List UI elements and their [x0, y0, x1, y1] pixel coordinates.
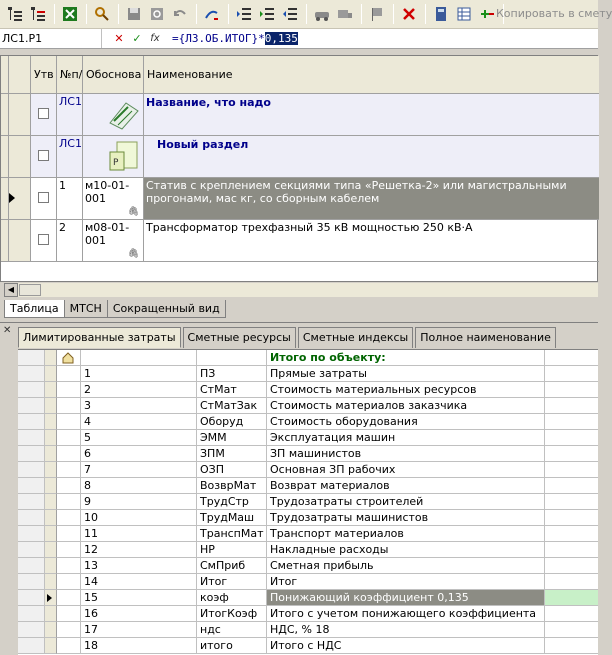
- code-cell[interactable]: ОЗП: [197, 462, 267, 478]
- close-panel-icon[interactable]: ✕: [3, 325, 12, 336]
- horizontal-scrollbar[interactable]: [4, 283, 598, 297]
- code-cell[interactable]: СтМат: [197, 382, 267, 398]
- table-row[interactable]: [18, 398, 598, 414]
- number-cell: ЛС1: [57, 136, 83, 177]
- row-gutter: [18, 494, 45, 510]
- number-cell[interactable]: 9: [81, 494, 197, 510]
- number-cell[interactable]: 11: [81, 526, 197, 542]
- row-indicator: [45, 382, 57, 398]
- grid-title: Итого по объекту:: [267, 350, 545, 366]
- blank-cell: [57, 366, 81, 382]
- number-cell[interactable]: 1: [81, 366, 197, 382]
- value-cell[interactable]: [545, 510, 598, 526]
- blank-cell: [57, 382, 81, 398]
- table-row[interactable]: [1, 220, 599, 262]
- table-row[interactable]: [18, 574, 598, 590]
- row-indicator: [9, 220, 31, 261]
- number-cell: [81, 350, 197, 366]
- scroll-thumb[interactable]: [19, 284, 41, 296]
- section-document-icon: [107, 140, 141, 174]
- row-indicator: [45, 638, 57, 654]
- row-indicator: [45, 430, 57, 446]
- cost-name-cell[interactable]: Стоимость оборудования: [267, 414, 545, 430]
- approved-cell: [31, 136, 57, 177]
- row-indicator: [45, 446, 57, 462]
- toolbar-separator: [393, 4, 394, 24]
- toolbar-separator: [306, 4, 307, 24]
- estimate-grid: [0, 55, 598, 282]
- value-cell[interactable]: [545, 462, 598, 478]
- number-cell[interactable]: 5: [81, 430, 197, 446]
- row-gutter: [18, 638, 45, 654]
- approve-checkbox[interactable]: [38, 108, 49, 119]
- code-cell[interactable]: ИтогКоэф: [197, 606, 267, 622]
- section-title[interactable]: Новый раздел: [157, 138, 249, 151]
- number-cell[interactable]: 3: [81, 398, 197, 414]
- table-row[interactable]: [18, 382, 598, 398]
- scroll-left-icon[interactable]: ◀: [4, 283, 18, 297]
- car-icon[interactable]: [311, 4, 332, 25]
- row-indicator: [45, 478, 57, 494]
- number-cell[interactable]: 2: [81, 382, 197, 398]
- approve-checkbox[interactable]: [38, 192, 49, 203]
- table-row[interactable]: [18, 430, 598, 446]
- code-cell[interactable]: ТранспМат: [197, 526, 267, 542]
- cost-name-cell[interactable]: Итого с учетом понижающего коэффициента: [267, 606, 545, 622]
- code-cell[interactable]: ТрудСтр: [197, 494, 267, 510]
- row-indicator: [45, 510, 57, 526]
- section-title[interactable]: Название, что надо: [146, 96, 271, 109]
- code-cell[interactable]: СтМатЗак: [197, 398, 267, 414]
- table-row[interactable]: [18, 414, 598, 430]
- truck-icon[interactable]: [334, 4, 355, 25]
- header-name[interactable]: Наименование: [147, 68, 233, 81]
- blank-cell: [57, 542, 81, 558]
- table-row[interactable]: [18, 446, 598, 462]
- excel-icon[interactable]: [59, 4, 80, 25]
- flag-icon[interactable]: [366, 4, 387, 25]
- refresh-icon[interactable]: [146, 4, 167, 25]
- cost-name-cell[interactable]: Стоимость материалов заказчика: [267, 398, 545, 414]
- number-cell[interactable]: 17: [81, 622, 197, 638]
- table-row[interactable]: [18, 590, 598, 606]
- attachment-icon[interactable]: 🖇: [127, 249, 139, 259]
- tab-table[interactable]: Таблица: [4, 300, 65, 318]
- cost-name-cell[interactable]: Основная ЗП рабочих: [267, 462, 545, 478]
- cost-name-cell[interactable]: Трудозатраты машинистов: [267, 510, 545, 526]
- value-cell[interactable]: [545, 446, 598, 462]
- number-cell[interactable]: 16: [81, 606, 197, 622]
- blank-cell: [57, 526, 81, 542]
- cost-name-cell[interactable]: Итог: [267, 574, 545, 590]
- blank-cell: [57, 574, 81, 590]
- code-cell[interactable]: итого: [197, 638, 267, 654]
- blank-cell: [57, 558, 81, 574]
- cost-name-cell[interactable]: Возврат материалов: [267, 478, 545, 494]
- number-cell[interactable]: 7: [81, 462, 197, 478]
- move-icon[interactable]: [201, 4, 222, 25]
- row-indicator: [45, 526, 57, 542]
- value-cell[interactable]: [545, 542, 598, 558]
- code-cell[interactable]: Итог: [197, 574, 267, 590]
- number-cell[interactable]: 4: [81, 414, 197, 430]
- table-icon[interactable]: [453, 4, 474, 25]
- row-indicator: [45, 350, 57, 366]
- number-cell: ЛС1: [57, 94, 83, 135]
- blank-cell: [57, 398, 81, 414]
- row-indicator: [45, 622, 57, 638]
- row-gutter: [18, 446, 45, 462]
- code-cell[interactable]: СмПриб: [197, 558, 267, 574]
- toolbar-separator: [361, 4, 362, 24]
- approved-cell: [31, 178, 57, 219]
- toolbar-separator: [86, 4, 87, 24]
- table-row[interactable]: [18, 526, 598, 542]
- tab-mtsn[interactable]: МТСН: [64, 300, 108, 318]
- number-cell[interactable]: 15: [81, 590, 197, 606]
- value-cell[interactable]: [545, 606, 598, 622]
- formula-bar: [0, 29, 598, 49]
- row-gutter: [18, 462, 45, 478]
- value-cell[interactable]: [545, 574, 598, 590]
- row-gutter: [18, 590, 45, 606]
- value-cell[interactable]: [545, 558, 598, 574]
- value-cell[interactable]: [545, 526, 598, 542]
- row-indicator: [45, 606, 57, 622]
- value-cell[interactable]: [545, 478, 598, 494]
- value-cell[interactable]: [545, 398, 598, 414]
- table-row[interactable]: [1, 136, 599, 178]
- code-cell[interactable]: ндс: [197, 622, 267, 638]
- blank-cell: [57, 478, 81, 494]
- row-gutter: [18, 398, 45, 414]
- value-cell[interactable]: [545, 382, 598, 398]
- row-indicator: [45, 542, 57, 558]
- code-cell[interactable]: НР: [197, 542, 267, 558]
- formula-selected-text: 0,135: [264, 32, 298, 45]
- number-cell[interactable]: 18: [81, 638, 197, 654]
- basis-cell: [83, 136, 144, 177]
- row-indicator: [9, 94, 31, 135]
- cost-name-cell[interactable]: Понижающий коэффициент 0,135: [267, 590, 545, 606]
- cost-name-cell[interactable]: Стоимость материальных ресурсов: [267, 382, 545, 398]
- number-cell[interactable]: 14: [81, 574, 197, 590]
- table-row[interactable]: [18, 478, 598, 494]
- row-gutter: [1, 178, 9, 219]
- header-basis[interactable]: Обоснова: [83, 56, 144, 94]
- number-cell[interactable]: 6: [81, 446, 197, 462]
- blank-cell: [57, 510, 81, 526]
- copy-to-estimate-button[interactable]: Копировать в смету: [496, 7, 612, 20]
- code-cell[interactable]: ЗПМ: [197, 446, 267, 462]
- row-indicator: [45, 366, 57, 382]
- row-indicator: [45, 558, 57, 574]
- blank-cell: [57, 446, 81, 462]
- tree-icon[interactable]: [4, 4, 25, 25]
- code-cell[interactable]: коэф: [197, 590, 267, 606]
- view-tabs: [4, 300, 225, 318]
- indent2-icon[interactable]: [256, 4, 277, 25]
- row-gutter: [18, 574, 45, 590]
- code-cell: [197, 350, 267, 366]
- tab-estimate-resources[interactable]: Сметные ресурсы: [183, 327, 296, 348]
- number-cell: 2: [57, 220, 83, 261]
- delete-icon[interactable]: [398, 4, 419, 25]
- value-cell[interactable]: [545, 638, 598, 654]
- value-cell[interactable]: [545, 590, 598, 606]
- formula-input[interactable]: [172, 29, 298, 48]
- item-name[interactable]: Статив с креплением секциями типа «Решетка-2» или магистральными прогонами, мас кг, со сборным кабелем: [144, 178, 599, 219]
- code-cell[interactable]: ЭММ: [197, 430, 267, 446]
- save-icon[interactable]: [123, 4, 144, 25]
- cost-name-cell[interactable]: Сметная прибыль: [267, 558, 545, 574]
- value-cell[interactable]: [545, 430, 598, 446]
- row-indicator-header: [1, 56, 9, 94]
- details-tabs: [18, 327, 558, 348]
- toolbar: [0, 0, 612, 29]
- cost-name-cell[interactable]: НДС, % 18: [267, 622, 545, 638]
- value-cell[interactable]: [545, 366, 598, 382]
- cost-name-cell[interactable]: Эксплуатация машин: [267, 430, 545, 446]
- basis-cell: [83, 94, 144, 135]
- basis-cell: [83, 220, 144, 261]
- row-gutter: [18, 622, 45, 638]
- approved-cell: [31, 220, 57, 261]
- blank-cell: [57, 590, 81, 606]
- value-cell: [545, 350, 598, 366]
- value-cell[interactable]: [545, 494, 598, 510]
- value-cell[interactable]: [545, 622, 598, 638]
- toolbar-separator: [196, 4, 197, 24]
- basis-code: м10-01-001: [85, 179, 130, 205]
- toolbar-separator: [118, 4, 119, 24]
- indent-icon[interactable]: [233, 4, 254, 25]
- approve-checkbox[interactable]: [38, 234, 49, 245]
- toolbar-separator: [228, 4, 229, 24]
- number-cell: 1: [57, 178, 83, 219]
- row-gutter: [18, 350, 45, 366]
- home-icon: [62, 352, 74, 364]
- item-name[interactable]: Трансформатор трехфазный 35 кВ мощностью 250 кВ·А: [146, 221, 473, 234]
- row-gutter: [18, 478, 45, 494]
- basis-cell: [83, 178, 144, 219]
- basis-code: м08-01-001: [85, 221, 130, 247]
- code-cell[interactable]: ПЗ: [197, 366, 267, 382]
- document-pen-icon: [108, 97, 140, 131]
- blank-cell: [57, 414, 81, 430]
- tree-add-icon[interactable]: [27, 4, 48, 25]
- row-gutter: [18, 366, 45, 382]
- current-row-indicator-icon: [47, 594, 52, 602]
- blank-cell: [57, 606, 81, 622]
- cell-reference[interactable]: ЛС1.Р1: [0, 29, 102, 48]
- row-indicator: [45, 398, 57, 414]
- row-gutter: [18, 542, 45, 558]
- tab-short-view[interactable]: Сокращенный вид: [107, 300, 226, 318]
- undo-icon[interactable]: [169, 4, 190, 25]
- blank-cell: [57, 430, 81, 446]
- row-gutter: [18, 558, 45, 574]
- blank-cell: [57, 462, 81, 478]
- cost-name-cell[interactable]: ЗП машинистов: [267, 446, 545, 462]
- details-panel: [0, 322, 598, 654]
- fx-icon[interactable]: fx: [150, 33, 160, 44]
- row-gutter: [1, 136, 9, 177]
- table-row[interactable]: [18, 606, 598, 622]
- row-gutter: [18, 526, 45, 542]
- cost-name-cell[interactable]: Накладные расходы: [267, 542, 545, 558]
- table-row[interactable]: [18, 542, 598, 558]
- row-indicator: [45, 590, 57, 606]
- formula-prefix: ={ЛЗ.ОБ.ИТОГ}*: [172, 32, 265, 45]
- row-indicator: [45, 494, 57, 510]
- limited-costs-grid: [18, 349, 598, 655]
- row-indicator: [45, 414, 57, 430]
- svg-text:Р: Р: [113, 158, 119, 168]
- cancel-icon[interactable]: ✕: [114, 32, 124, 45]
- value-cell[interactable]: [545, 414, 598, 430]
- number-cell[interactable]: 13: [81, 558, 197, 574]
- current-row-indicator-icon: [9, 193, 15, 203]
- header-approved[interactable]: Утв: [31, 56, 57, 94]
- row-indicator: [45, 574, 57, 590]
- row-indicator: [45, 462, 57, 478]
- table-row[interactable]: [18, 510, 598, 526]
- row-gutter: [18, 430, 45, 446]
- cost-name-cell[interactable]: Трудозатраты строителей: [267, 494, 545, 510]
- table-row[interactable]: [1, 178, 599, 220]
- row-gutter: [18, 510, 45, 526]
- calc-icon[interactable]: [430, 4, 451, 25]
- outdent-icon[interactable]: [279, 4, 300, 25]
- row-gutter: [18, 382, 45, 398]
- table-row[interactable]: [18, 366, 598, 382]
- cost-name-cell[interactable]: Транспорт материалов: [267, 526, 545, 542]
- blank-cell: [57, 494, 81, 510]
- attachment-icon[interactable]: 🖇: [127, 207, 139, 217]
- row-indicator: [9, 178, 31, 219]
- number-cell[interactable]: 10: [81, 510, 197, 526]
- row-gutter: [1, 220, 9, 261]
- grid-header: [1, 56, 599, 94]
- table-row[interactable]: [18, 558, 598, 574]
- table-row[interactable]: [18, 462, 598, 478]
- blank-cell: [57, 638, 81, 654]
- code-cell[interactable]: Оборуд: [197, 414, 267, 430]
- blank-cell: [57, 622, 81, 638]
- row-gutter: [1, 94, 9, 135]
- cost-name-cell[interactable]: Итого с НДС: [267, 638, 545, 654]
- row-indicator: [9, 136, 31, 177]
- toolbar-separator: [54, 4, 55, 24]
- number-cell[interactable]: 8: [81, 478, 197, 494]
- table-row[interactable]: [18, 622, 598, 638]
- tab-limited-costs[interactable]: Лимитированные затраты: [18, 327, 181, 348]
- row-gutter: [18, 414, 45, 430]
- home-cell: [57, 350, 81, 366]
- table-row[interactable]: [1, 94, 599, 136]
- search-icon[interactable]: [91, 4, 112, 25]
- code-cell[interactable]: ТрудМаш: [197, 510, 267, 526]
- row-gutter: [18, 606, 45, 622]
- code-cell[interactable]: ВозврМат: [197, 478, 267, 494]
- cost-name-cell[interactable]: Прямые затраты: [267, 366, 545, 382]
- toolbar-separator: [425, 4, 426, 24]
- row-indicator-header: [9, 56, 31, 94]
- approve-checkbox[interactable]: [38, 150, 49, 161]
- title-row[interactable]: [18, 350, 598, 366]
- table-row[interactable]: [18, 494, 598, 510]
- approved-cell: [31, 94, 57, 135]
- tab-estimate-indices[interactable]: Сметные индексы: [298, 327, 413, 348]
- header-number[interactable]: №п/: [57, 56, 83, 94]
- table-row[interactable]: [18, 638, 598, 654]
- number-cell[interactable]: 12: [81, 542, 197, 558]
- tab-full-name[interactable]: Полное наименование: [415, 327, 556, 348]
- accept-icon[interactable]: ✓: [132, 32, 142, 45]
